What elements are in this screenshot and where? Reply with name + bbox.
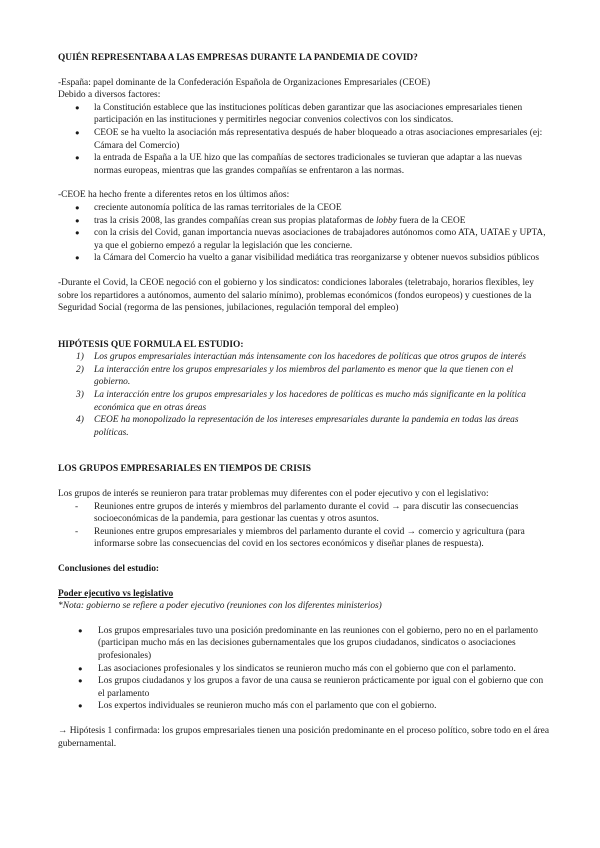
list-item	[58, 364, 550, 389]
challenges-label: -CEOE ha hecho frente a diferentes retos en los últimos años:	[58, 190, 290, 201]
list-item: ● la Constitución establece que las instituciones políticas deben garantizar que las asociaciones empresariales tienen participación en las instituciones y permitirles negociar convenios colectivos con los sindicatos.	[58, 102, 550, 127]
list-item	[58, 351, 550, 364]
hypothesis-number: 2)	[76, 364, 84, 375]
exec-title: Poder ejecutivo vs legislativo	[58, 588, 174, 599]
challenge-text: fuera de la CEOE	[396, 215, 466, 226]
list-item	[58, 389, 550, 414]
hypothesis-text: La interacción entre los grupos empresariales y los hacedores de políticas es mucho más significante en la política económica que en otras áreas	[94, 390, 526, 413]
factors-list	[58, 102, 550, 178]
factors-label: Debido a diversos factores:	[58, 90, 161, 101]
list-item: ● la Cámara del Comercio ha vuelto a ganar visibilidad mediática tras reorganizarse y obtener nuevos subsidios públicos	[58, 252, 550, 265]
list-item: ● la entrada de España a la UE hizo que las compañías de sectores tradicionales se tuvieran que adaptar a las nuevas normas europeas, mientras que las grandes compañías se enfrentaron a las normas.	[58, 152, 550, 177]
hypothesis-number: 3)	[76, 390, 84, 401]
hypothesis-number: 1)	[76, 352, 84, 363]
list-item: ● CEOE se ha vuelto la asociación más representativa después de haber bloqueado a otras asociaciones empresariales (ej: Cámara del Comercio)	[58, 127, 550, 152]
list-item: ● con la crisis del Covid, ganan importancia nuevas asociaciones de trabajadores autónomos como ATA, UATAE y UPTA, ya que el gobierno empezó a regular la legislación que les concierne.	[58, 227, 550, 252]
list-item	[58, 414, 550, 439]
exec-list	[58, 625, 550, 713]
hypothesis-number: 4)	[76, 415, 84, 426]
crisis-title: LOS GRUPOS EMPRESARIALES EN TIEMPOS DE CRISIS	[58, 464, 312, 475]
hypotheses-list	[58, 351, 550, 439]
list-item	[58, 215, 550, 228]
list-item: - Reuniones entre grupos de interés y miembros del parlamento durante el covid → para discutir las consecuencias socioeconómicas de la pandemia, para gestionar las cuentas y otros asuntos.	[58, 501, 550, 526]
hypotheses-title: HIPÓTESIS QUE FORMULA EL ESTUDIO:	[58, 339, 244, 350]
challenge-text: tras la crisis 2008, las grandes compañías crean sus propias plataformas de	[94, 215, 376, 226]
list-item: ● Las asociaciones profesionales y los sindicatos se reunieron mucho más con el gobierno que con el parlamento.	[58, 663, 550, 676]
list-item: ● Los grupos empresariales tuvo una posición predominante en las reuniones con el gobierno, pero no en el parlamento (participan mucho más en las decisiones gubernamentales que los grupos ciudadanos, sindicatos o asociaciones profesionales)	[58, 625, 550, 663]
list-item: ● Los expertos individuales se reunieron mucho más con el parlamento que con el gobierno.	[58, 700, 550, 713]
spain-intro: -España: papel dominante de la Confederación Española de Organizaciones Empresariales (CEOE)	[58, 77, 431, 88]
covid-paragraph: -Durante el Covid, la CEOE negoció con el gobierno y los sindicatos: condiciones laborales (teletrabajo, horarios flexibles, ley sobre los repartidores a autónomos, aumento del salario mínimo), problemas económicos (fondos europeos) y cuestiones de la Seguridad Social (regorma de las pensiones, jubilaciones, regulación temporal del empleo)	[58, 277, 534, 314]
hypothesis-confirmation: → Hipótesis 1 confirmada: los grupos empresariales tienen una posición predominante en el proceso político, sobre todo en el área gubernamental.	[58, 725, 550, 749]
hypothesis-text: La interacción entre los grupos empresariales y los miembros del parlamento es menor que la que tienen con el gobierno.	[94, 364, 514, 388]
list-item: - Reuniones entre grupos empresariales y miembros del parlamento durante el covid → comercio y agricultura (para informarse sobre las consecuencias del covid en los sectores económicos y diseñar planes de respuesta).	[58, 526, 550, 551]
hypothesis-text: CEOE ha monopolizado la representación de los intereses empresariales durante la pandemia en todas las áreas políticas.	[94, 415, 519, 438]
crisis-list	[58, 501, 550, 551]
challenges-list	[58, 202, 550, 265]
exec-note: *Nota: gobierno se refiere a poder ejecutivo (reuniones con los diferentes ministerios)	[58, 601, 382, 612]
section-title-representation: QUIÉN REPRESENTABA A LAS EMPRESAS DURANTE LA PANDEMIA DE COVID?	[58, 53, 418, 63]
crisis-intro: Los grupos de interés se reunieron para tratar problemas muy diferentes con el poder ejecutivo y con el legislativo:	[58, 489, 489, 500]
conclusions-title: Conclusiones del estudio:	[58, 564, 160, 574]
lobby-word: lobby	[375, 215, 397, 226]
list-item: ● creciente autonomía política de las ramas territoriales de la CEOE	[58, 202, 550, 215]
list-item: ● Los grupos ciudadanos y los grupos a favor de una causa se reunieron prácticamente por igual con el gobierno que con el parlamento	[58, 675, 550, 700]
hypothesis-text: Los grupos empresariales interactúan más intensamente con los hacedores de políticas que otros grupos de interés	[94, 352, 526, 363]
